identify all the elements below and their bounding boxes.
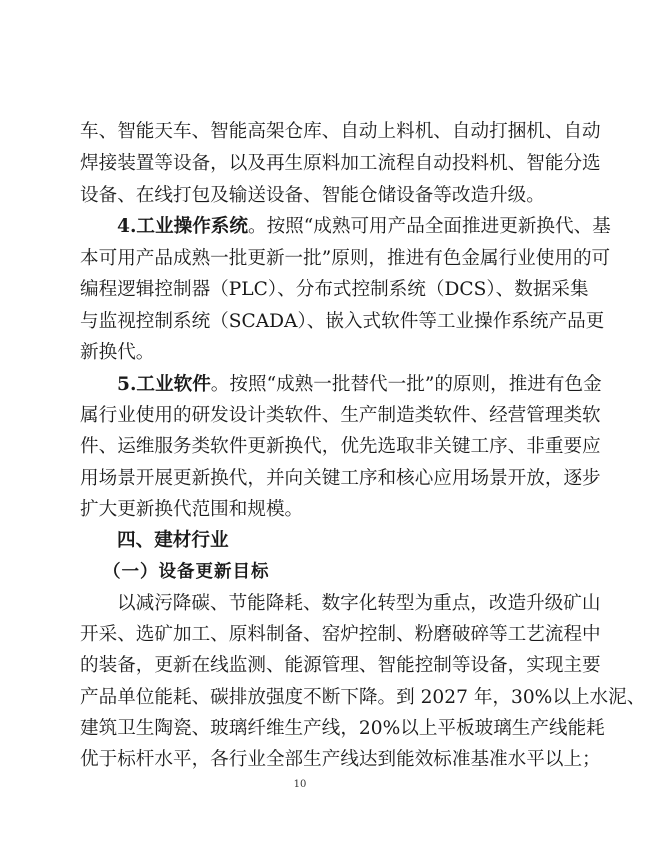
paragraph-line: 产品单位能耗、碳排放强度不断下降。到 2027 年，30%以上水泥、 — [80, 687, 645, 708]
paragraph-line: 的装备，更新在线监测、能源管理、智能控制等设备，实现主要 — [80, 655, 601, 676]
paragraph-line: 用场景开展更新换代，并向关键工序和核心应用场景开放，逐步 — [80, 468, 601, 489]
paragraph-line: 扩大更新换代范围和规模。 — [80, 499, 304, 520]
paragraph-line: 车、智能天车、智能高架仓库、自动上料机、自动打捆机、自动 — [80, 121, 601, 142]
section-heading: 四、建材行业 — [117, 530, 229, 551]
paragraph-line: 编程逻辑控制器（PLC）、分布式控制系统（DCS）、数据采集 — [80, 279, 589, 300]
paragraph-line: 以减污降碳、节能降耗、数字化转型为重点，改造升级矿山 — [117, 593, 601, 614]
item-5-text: 。按照“成熟一批替代一批”的原则，推进有色金 — [210, 374, 602, 395]
page-number: 10 — [293, 779, 307, 790]
item-4-title: 4.工业操作系统 — [117, 216, 248, 237]
item-5-title: 5.工业软件 — [117, 374, 211, 395]
item-5-first-line — [117, 373, 602, 397]
paragraph-line: 本可用产品成熟一批更新一批”原则，推进有色金属行业使用的可 — [80, 248, 611, 269]
paragraph-line: 新换代。 — [80, 342, 155, 363]
paragraph-line: 与监视控制系统（SCADA）、嵌入式软件等工业操作系统产品更 — [80, 311, 605, 332]
paragraph-line: 件、运维服务类软件更新换代，优先选取非关键工序、非重要应 — [80, 436, 601, 457]
paragraph-line: 优于标杆水平，各行业全部生产线达到能效标准基准水平以上； — [80, 749, 601, 770]
paragraph-line: 设备、在线打包及输送设备、智能仓储设备等改造升级。 — [80, 185, 545, 206]
item-4-first-line — [117, 215, 611, 239]
paragraph-line: 焊接装置等设备，以及再生原料加工流程自动投料机、智能分选 — [80, 153, 601, 174]
paragraph-line: 开采、选矿加工、原料制备、窑炉控制、粉磨破碎等工艺流程中 — [80, 624, 601, 645]
subsection-heading: （一）设备更新目标 — [103, 562, 270, 582]
item-4-text: 。按照“成熟可用产品全面推进更新换代、基 — [247, 216, 611, 237]
paragraph-line: 建筑卫生陶瓷、玻璃纤维生产线，20%以上平板玻璃生产线能耗 — [80, 718, 605, 739]
paragraph-line: 属行业使用的研发设计类软件、生产制造类软件、经营管理类软 — [80, 405, 601, 426]
